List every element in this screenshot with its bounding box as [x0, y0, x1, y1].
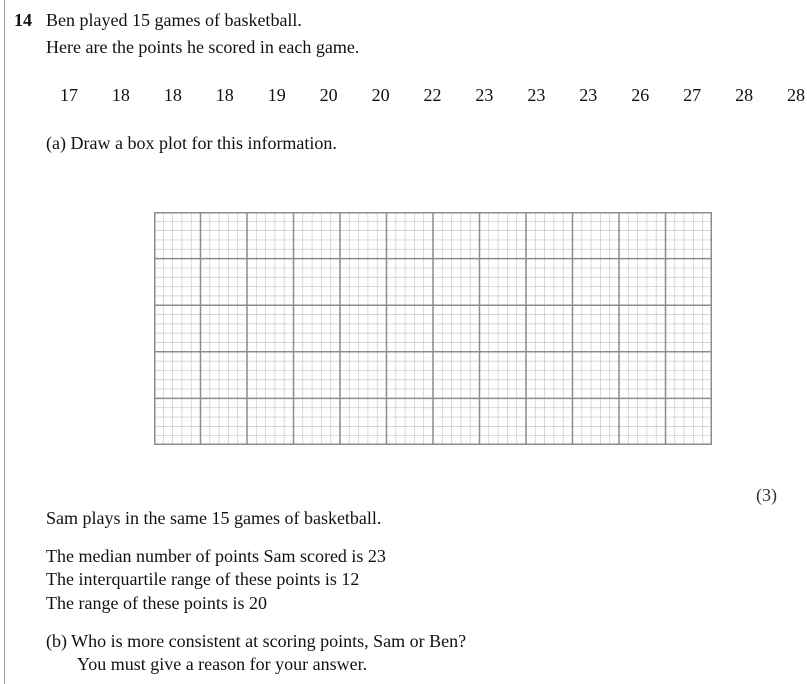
marks-label: (3)	[756, 485, 777, 505]
intro-line-2: Here are the points he scored in each game.	[46, 37, 360, 57]
sam-range-statement: The range of these points is 20	[46, 593, 267, 613]
score-value: 22	[423, 85, 442, 105]
score-value: 28	[787, 85, 805, 105]
score-value: 18	[215, 85, 234, 105]
score-value: 26	[631, 85, 650, 105]
part-a-prompt: (a) Draw a box plot for this information.	[46, 133, 337, 153]
score-value: 17	[60, 85, 78, 105]
part-b-instruction: You must give a reason for your answer.	[77, 654, 368, 674]
score-value: 27	[683, 85, 702, 105]
score-list	[0, 84, 807, 106]
box-plot-grid[interactable]	[154, 212, 712, 445]
intro-line-1: Ben played 15 games of basketball.	[46, 10, 302, 30]
score-value: 20	[371, 85, 390, 105]
score-value: 28	[735, 85, 754, 105]
part-b-prompt: (b) Who is more consistent at scoring points, Sam or Ben?	[46, 631, 467, 651]
score-value: 20	[319, 85, 338, 105]
score-value: 19	[267, 85, 286, 105]
sam-iqr-statement: The interquartile range of these points is 12	[46, 569, 360, 589]
score-value: 23	[527, 85, 546, 105]
sam-median-statement: The median number of points Sam scored is 23	[46, 546, 386, 566]
score-value: 23	[579, 85, 598, 105]
score-value: 23	[475, 85, 494, 105]
sam-intro: Sam plays in the same 15 games of basketball.	[46, 508, 382, 528]
score-value: 18	[111, 85, 130, 105]
score-value: 18	[163, 85, 182, 105]
question-number: 14	[14, 10, 32, 30]
